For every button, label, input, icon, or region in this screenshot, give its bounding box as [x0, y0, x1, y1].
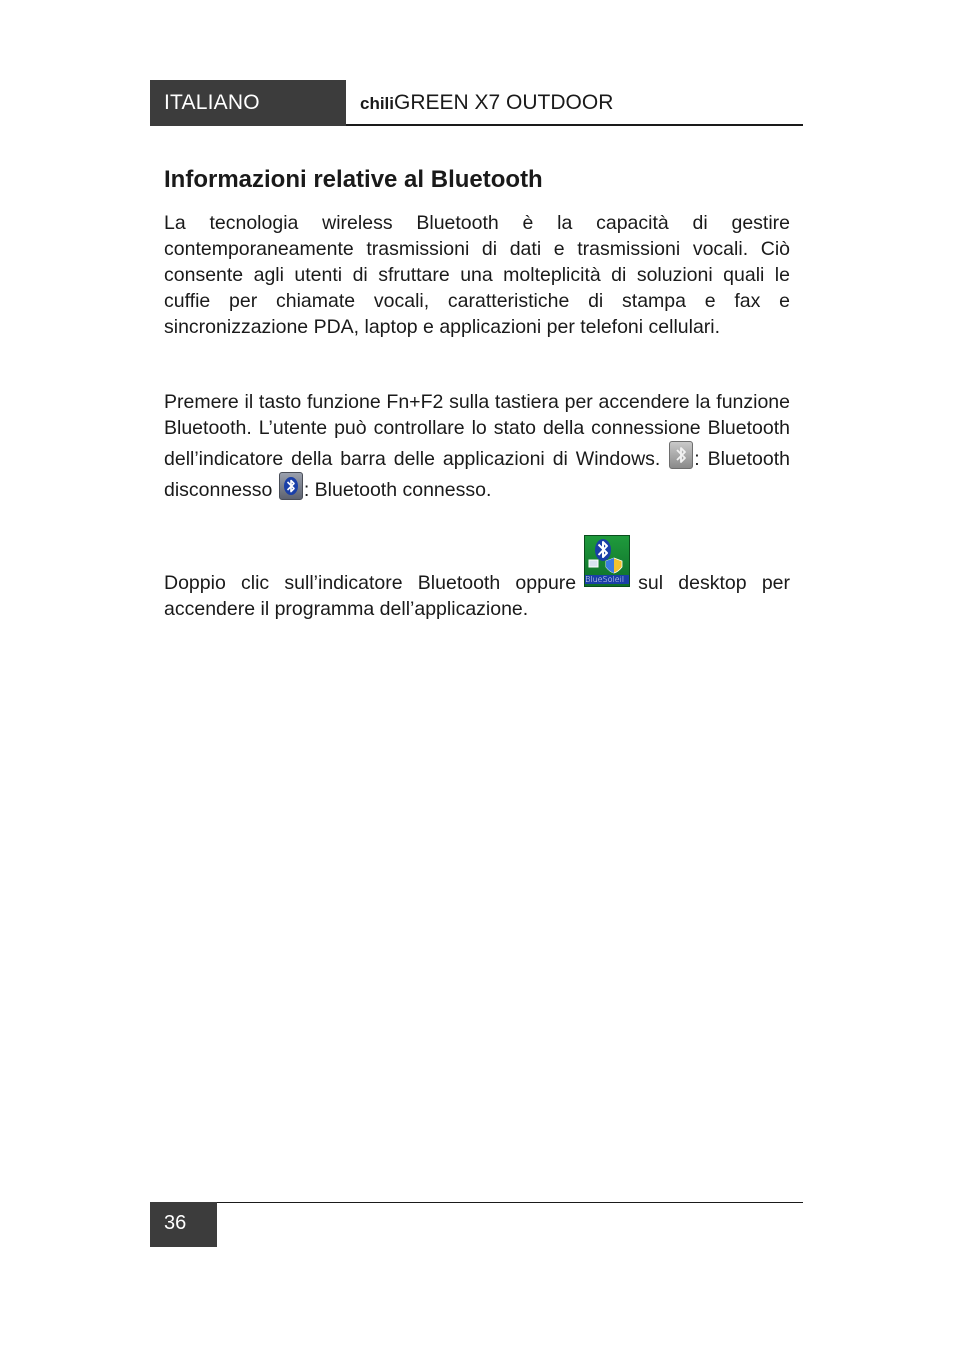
page-header — [150, 80, 803, 126]
product-title — [360, 80, 613, 124]
product-brand-prefix: chili — [360, 94, 395, 113]
bluetooth-disconnected-icon — [669, 441, 693, 469]
language-tab: ITALIANO — [150, 80, 346, 126]
paragraph-status-text: Premere il tasto funzione Fn+F2 sulla tastiera per accendere la funzione Bluetooth. L’utente può controllare lo stato della connessione Bluetooth dell’indicatore della barra delle applicazioni di Windows. — [164, 391, 790, 470]
page-content — [164, 164, 790, 622]
header-divider — [346, 124, 803, 126]
page-footer — [150, 1202, 803, 1247]
paragraph-launch-after: sul desktop per accendere il programma dell’applicazione. — [164, 572, 791, 620]
footer-divider — [216, 1202, 803, 1203]
bluetooth-disconnected-label: : Bluetooth disconnesso — [164, 448, 790, 501]
bluetooth-connected-label: : Bluetooth connesso. — [303, 479, 492, 501]
product-name: GREEN X7 OUTDOOR — [394, 91, 614, 114]
bluetooth-connected-icon — [279, 472, 303, 500]
bluesoleil-desktop-icon — [584, 535, 630, 587]
paragraph-launch-before: Doppio clic sull’indicatore Bluetooth oppure — [164, 572, 577, 594]
page-number: 36 — [150, 1202, 217, 1247]
section-heading: Informazioni relative al Bluetooth — [164, 166, 543, 193]
paragraph-bluetooth-status — [164, 389, 790, 503]
paragraph-bluetooth-launch — [164, 535, 790, 622]
desktop-icon-caption: BlueSoleil — [585, 575, 629, 584]
paragraph-bluetooth-intro: La tecnologia wireless Bluetooth è la capacità di gestire contemporaneamente trasmissioni di dati e trasmissioni vocali. Ciò consente agli utenti di sfruttare una molteplicità di soluzioni quali le cuffie per chiamate vocali, caratteristiche di stampa e fax e sincronizzazione PDA, laptop e applicazioni per telefoni cellulari. — [164, 212, 790, 338]
